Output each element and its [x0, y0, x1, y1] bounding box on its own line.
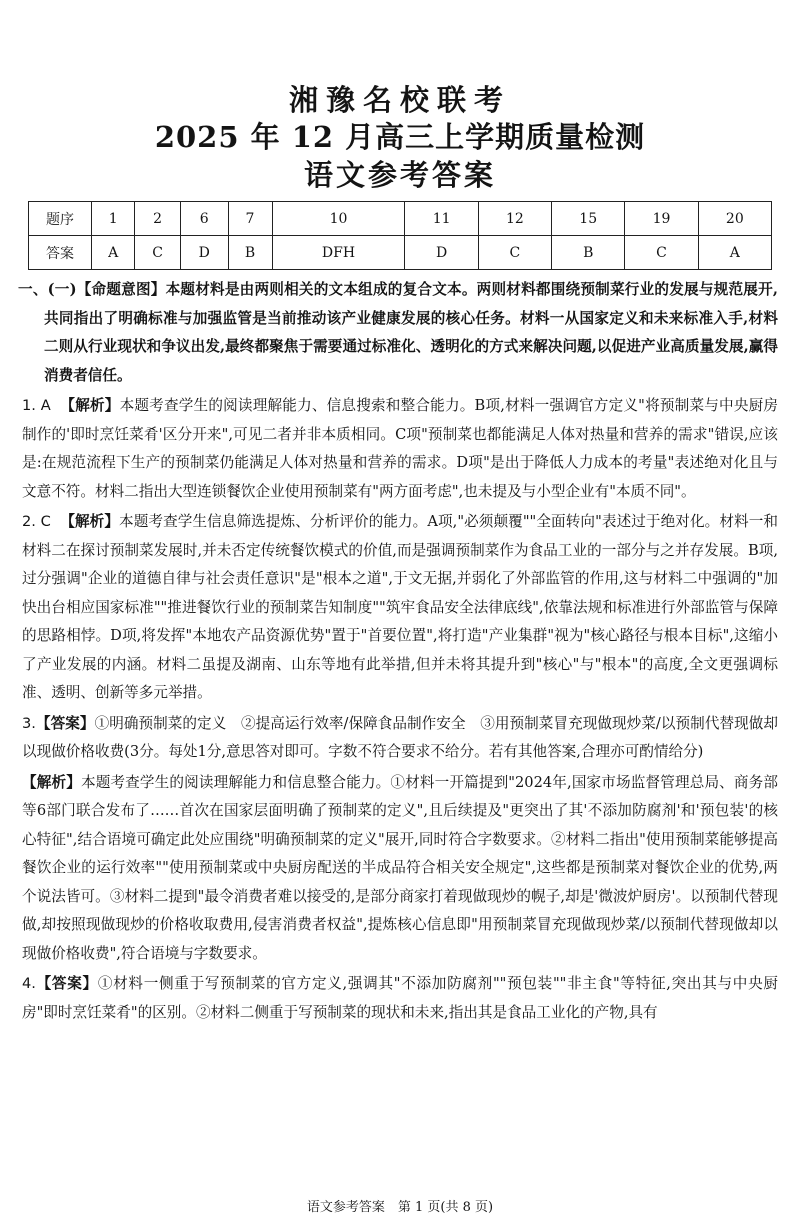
- answer-cell: DFH: [272, 236, 405, 270]
- question-number-cell: 19: [625, 202, 698, 236]
- question-3-answer-paragraph: [0, 710, 800, 767]
- page-footer: 语文参考答案 第 1 页(共 8 页): [306, 1200, 494, 1215]
- analysis-label: 【解析】: [22, 773, 81, 791]
- question-number-cell: 1: [92, 202, 135, 236]
- answer-cell: C: [625, 236, 698, 270]
- question-number-cell: 2: [135, 202, 181, 236]
- question-3-analysis: 本题考查学生的阅读理解能力和信息整合能力。①材料一开篇提到"2024年,国家市场监督管理总局、商务部等6部门联合发布了……首次在国家层面明确了预制菜的定义",且后续提及"更突出了其'不添加防腐剂'和'预包装'的核心特征",结合语境可确定此处应围绕"明确预制菜的定义"展开,同时符合字数要求。②材料二指出"使用预制菜能够提高餐饮企业的运行效率""使用预制菜或中央厨房配送的半成品符合相关安全规定",这些都是预制菜对餐饮企业的优势,两个说法皆可。③材料二提到"最令消费者难以接受的,是部分商家打着现做现炒的幌子,却是'微波炉厨房'。以预制代替现做,却按照现做现炒的价格收取费用,侵害消费者权益",提炼核心信息即"用预制菜冒充现做现炒菜/以预制代替现做却以现做价格收费",符合语境与字数要求。: [22, 773, 778, 962]
- analysis-label: 【解析】: [60, 513, 120, 530]
- question-4-answer: ①材料一侧重于写预制菜的官方定义,强调其"不添加防腐剂""预包装""非主食"等特征,突出其与中央厨房"即时烹饪菜肴"的区别。②材料二侧重于写预制菜的现状和未来,指出其是食品工业化的产物,具有: [22, 975, 778, 1021]
- answer-cell: B: [228, 236, 272, 270]
- answer-cell: A: [92, 236, 135, 270]
- answer-cell: D: [180, 236, 228, 270]
- answer-header: 答案: [29, 236, 92, 270]
- section-intent-label: 一、(一)【命题意图】: [18, 281, 166, 298]
- question-number-cell: 6: [180, 202, 228, 236]
- question-3-analysis-paragraph: [0, 769, 800, 969]
- question-2-paragraph: [0, 508, 800, 708]
- question-3-number: 3.: [22, 714, 36, 732]
- section-intent-text: 本题材料是由两则相关的文本组成的复合文本。两则材料都围绕预制菜行业的发展与规范展开,共同指出了明确标准与加强监管是当前推动该产业健康发展的核心任务。材料一从国家定义和未来标准入手,材料二则从行业现状和争议出发,最终都聚焦于需要通过标准化、透明化的方式来解决问题,以促进产业高质量发展,赢得消费者信任。: [44, 281, 778, 384]
- question-number-row: [29, 202, 772, 236]
- exam-union-title: 湘豫名校联考: [288, 83, 511, 117]
- question-number-cell: 11: [405, 202, 478, 236]
- question-number-cell: 15: [552, 202, 625, 236]
- answer-label: 【答案】: [35, 975, 98, 992]
- answer-cell: B: [552, 236, 625, 270]
- question-number-cell: 12: [478, 202, 551, 236]
- answer-label: 【答案】: [35, 714, 95, 732]
- question-4-paragraph: [0, 970, 800, 1027]
- question-1-analysis: 本题考查学生的阅读理解能力、信息搜索和整合能力。B项,材料一强调官方定义"将预制菜与中央厨房制作的'即时烹饪菜肴'区分开来",可见二者并非本质相同。C项"预制菜也都能满足人体对热量和营养的需求"错误,应该是:在规范流程下生产的预制菜仍能满足人体对热量和营养的需求。D项"是出于降低人力成本的考量"表述绝对化且与文意不符。材料二指出大型连锁餐饮企业使用预制菜有"两方面考虑",也未提及与小型企业有"本质不同"。: [22, 397, 778, 500]
- question-number-cell: 20: [698, 202, 771, 236]
- answer-body: [0, 276, 800, 1027]
- question-2-number: 2. C: [22, 513, 51, 530]
- answer-key-title: 语文参考答案: [303, 158, 496, 192]
- title-block: [0, 82, 800, 194]
- question-number-cell: 10: [272, 202, 405, 236]
- question-number-cell: 7: [228, 202, 272, 236]
- answer-cell: A: [698, 236, 771, 270]
- analysis-label: 【解析】: [60, 397, 120, 414]
- exam-name-title: 2025 年 12 月高三上学期质量检测: [154, 120, 646, 154]
- answer-row: [29, 236, 772, 270]
- question-4-number: 4.: [22, 975, 36, 992]
- question-number-header: 题序: [29, 202, 92, 236]
- answer-table: [28, 201, 772, 270]
- question-2-analysis: 本题考查学生信息筛选提炼、分析评价的能力。A项,"必须颠覆""全面转向"表述过于绝对化。材料一和材料二在探讨预制菜发展时,并未否定传统餐饮模式的价值,而是强调预制菜作为食品工业的一部分与之并存发展。B项,过分强调"企业的道德自律与社会责任意识"是"根本之道",于文无据,并弱化了外部监管的作用,这与材料二中强调的"加快出台相应国家标准""推进餐饮行业的预制菜告知制度""筑牢食品安全法律底线",依靠法规和标准进行外部监管与保障的思路相悖。D项,将发挥"本地农产品资源优势"置于"首要位置",将打造"产业集群"视为"核心路径与根本目标",这缩小了产业发展的内涵。材料二虽提及湖南、山东等地有此举措,但并未将其提升到"核心"与"根本"的高度,全文更强调标准、透明、创新等多元举措。: [22, 513, 778, 701]
- question-1-number: 1. A: [22, 397, 51, 414]
- question-3-answer: ①明确预制菜的定义 ②提高运行效率/保障食品制作安全 ③用预制菜冒充现做现炒菜/以预制代替现做却以现做价格收费(3分。每处1分,意思答对即可。字数不符合要求不给分。若有其他答案,合理亦可酌情给分): [22, 714, 778, 760]
- answer-cell: D: [405, 236, 478, 270]
- section-intent-paragraph: [0, 276, 800, 390]
- answer-cell: C: [478, 236, 551, 270]
- answer-cell: C: [135, 236, 181, 270]
- question-1-paragraph: [0, 392, 800, 506]
